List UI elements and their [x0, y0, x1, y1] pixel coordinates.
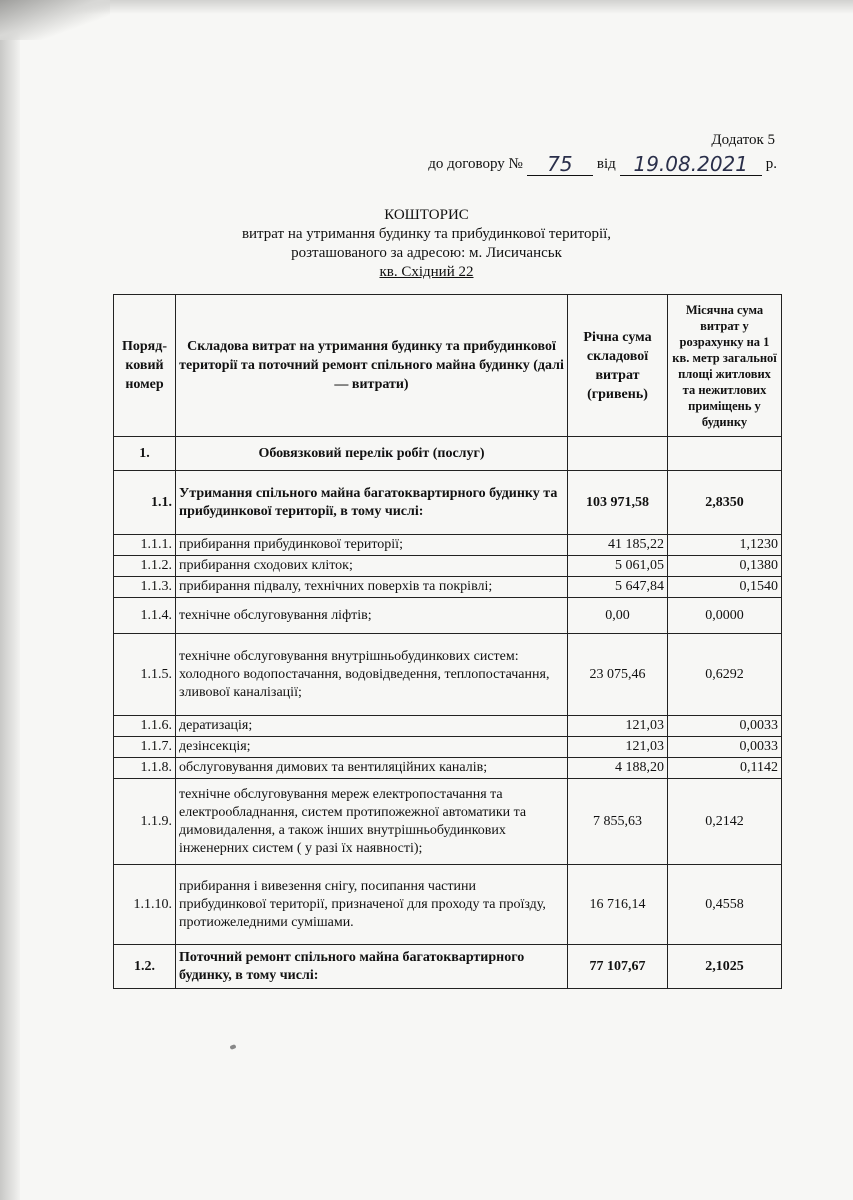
row-annual: 121,03 — [568, 737, 668, 758]
row-annual: 23 075,46 — [568, 634, 668, 716]
row-monthly: 2,1025 — [668, 945, 782, 989]
title-address: кв. Східний 22 — [379, 264, 474, 280]
appendix-header — [428, 128, 777, 176]
table-row — [114, 437, 782, 471]
table-row — [114, 737, 782, 758]
row-number: 1.1.8. — [114, 758, 176, 779]
row-number: 1.1.2. — [114, 556, 176, 577]
row-monthly: 0,0000 — [668, 598, 782, 634]
scan-speck — [229, 1044, 236, 1050]
row-annual: 77 107,67 — [568, 945, 668, 989]
row-number: 1. — [114, 437, 176, 471]
table-row — [114, 865, 782, 945]
row-number: 1.1.3. — [114, 577, 176, 598]
table-header-row — [114, 295, 782, 437]
row-name: технічне обслуговування мереж електропостачання та електрообладнання, систем протипожежної автоматики та димовидалення, а також інших внутрішньобудинкових інженерних систем ( у разі їх наявності); — [176, 779, 568, 865]
row-annual — [568, 437, 668, 471]
row-name: Поточний ремонт спільного майна багатоквартирного будинку, в тому числі: — [176, 945, 568, 989]
row-name: технічне обслуговування ліфтів; — [176, 598, 568, 634]
table-row — [114, 598, 782, 634]
contract-date-suffix: р. — [765, 156, 777, 172]
header-annual-sum: Річна сума складової витрат (гривень) — [568, 295, 668, 437]
title-line-2: розташованого за адресою: м. Лисичанськ — [291, 245, 562, 261]
table-row — [114, 716, 782, 737]
table-row — [114, 556, 782, 577]
row-monthly: 0,6292 — [668, 634, 782, 716]
title-line-1: витрат на утримання будинку та прибудинкової території, — [241, 226, 612, 242]
contract-date-prefix: від — [596, 156, 616, 172]
row-name: технічне обслуговування внутрішньобудинкових систем: холодного водопостачання, водовідведення, теплопостачання, зливової каналізації; — [176, 634, 568, 716]
header-monthly-sum: Місячна сума витрат у розрахунку на 1 кв. метр загальної площі житлових та нежитлових приміщень у будинку — [668, 295, 782, 437]
row-name: дезінсекція; — [176, 737, 568, 758]
page-corner-fold — [0, 0, 110, 40]
row-monthly: 0,0033 — [668, 716, 782, 737]
row-number: 1.1.9. — [114, 779, 176, 865]
row-number: 1.1.7. — [114, 737, 176, 758]
appendix-label: Додаток 5 — [711, 132, 775, 148]
row-monthly: 0,1540 — [668, 577, 782, 598]
table-row — [114, 758, 782, 779]
scan-edge-shadow — [0, 0, 20, 1200]
row-number: 1.1.6. — [114, 716, 176, 737]
budget-table — [113, 294, 782, 989]
row-number: 1.1.1. — [114, 535, 176, 556]
row-number: 1.1.4. — [114, 598, 176, 634]
row-number: 1.1.10. — [114, 865, 176, 945]
row-number: 1.2. — [114, 945, 176, 989]
row-annual: 16 716,14 — [568, 865, 668, 945]
table-row — [114, 471, 782, 535]
header-order-number: Поряд-ковий номер — [114, 295, 176, 437]
table-row — [114, 779, 782, 865]
row-number: 1.1. — [114, 471, 176, 535]
contract-date: 19.08.2021 — [620, 153, 762, 176]
row-name: прибирання і вивезення снігу, посипання частини прибудинкової території, призначеної для проходу та проїзду, протиожеледними сумішами. — [176, 865, 568, 945]
row-name: прибирання прибудинкової території; — [176, 535, 568, 556]
table-row — [114, 535, 782, 556]
row-monthly — [668, 437, 782, 471]
row-name: Обовязковий перелік робіт (послуг) — [176, 437, 568, 471]
contract-prefix: до договору № — [428, 156, 523, 172]
row-name: дератизація; — [176, 716, 568, 737]
row-annual: 4 188,20 — [568, 758, 668, 779]
title-heading: КОШТОРИС — [384, 207, 469, 223]
row-name: прибирання підвалу, технічних поверхів та покрівлі; — [176, 577, 568, 598]
row-annual: 5 647,84 — [568, 577, 668, 598]
row-monthly: 1,1230 — [668, 535, 782, 556]
header-cost-component: Складова витрат на утримання будинку та прибудинкової території та поточний ремонт спільного майна будинку (далі — витрати) — [176, 295, 568, 437]
row-annual: 5 061,05 — [568, 556, 668, 577]
row-name: обслуговування димових та вентиляційних каналів; — [176, 758, 568, 779]
row-monthly: 0,1380 — [668, 556, 782, 577]
contract-reference — [428, 152, 777, 176]
row-annual: 41 185,22 — [568, 535, 668, 556]
row-number: 1.1.5. — [114, 634, 176, 716]
document-title — [0, 206, 853, 282]
table-row — [114, 634, 782, 716]
row-monthly: 0,2142 — [668, 779, 782, 865]
row-annual: 121,03 — [568, 716, 668, 737]
table-row — [114, 577, 782, 598]
row-name: Утримання спільного майна багатоквартирного будинку та прибудинкової території, в тому числі: — [176, 471, 568, 535]
table-row — [114, 945, 782, 989]
row-monthly: 0,0033 — [668, 737, 782, 758]
row-annual: 0,00 — [568, 598, 668, 634]
row-monthly: 0,1142 — [668, 758, 782, 779]
row-annual: 103 971,58 — [568, 471, 668, 535]
row-monthly: 0,4558 — [668, 865, 782, 945]
contract-number: 75 — [527, 153, 593, 176]
row-monthly: 2,8350 — [668, 471, 782, 535]
row-annual: 7 855,63 — [568, 779, 668, 865]
scan-top-shadow — [0, 0, 853, 14]
row-name: прибирання сходових кліток; — [176, 556, 568, 577]
